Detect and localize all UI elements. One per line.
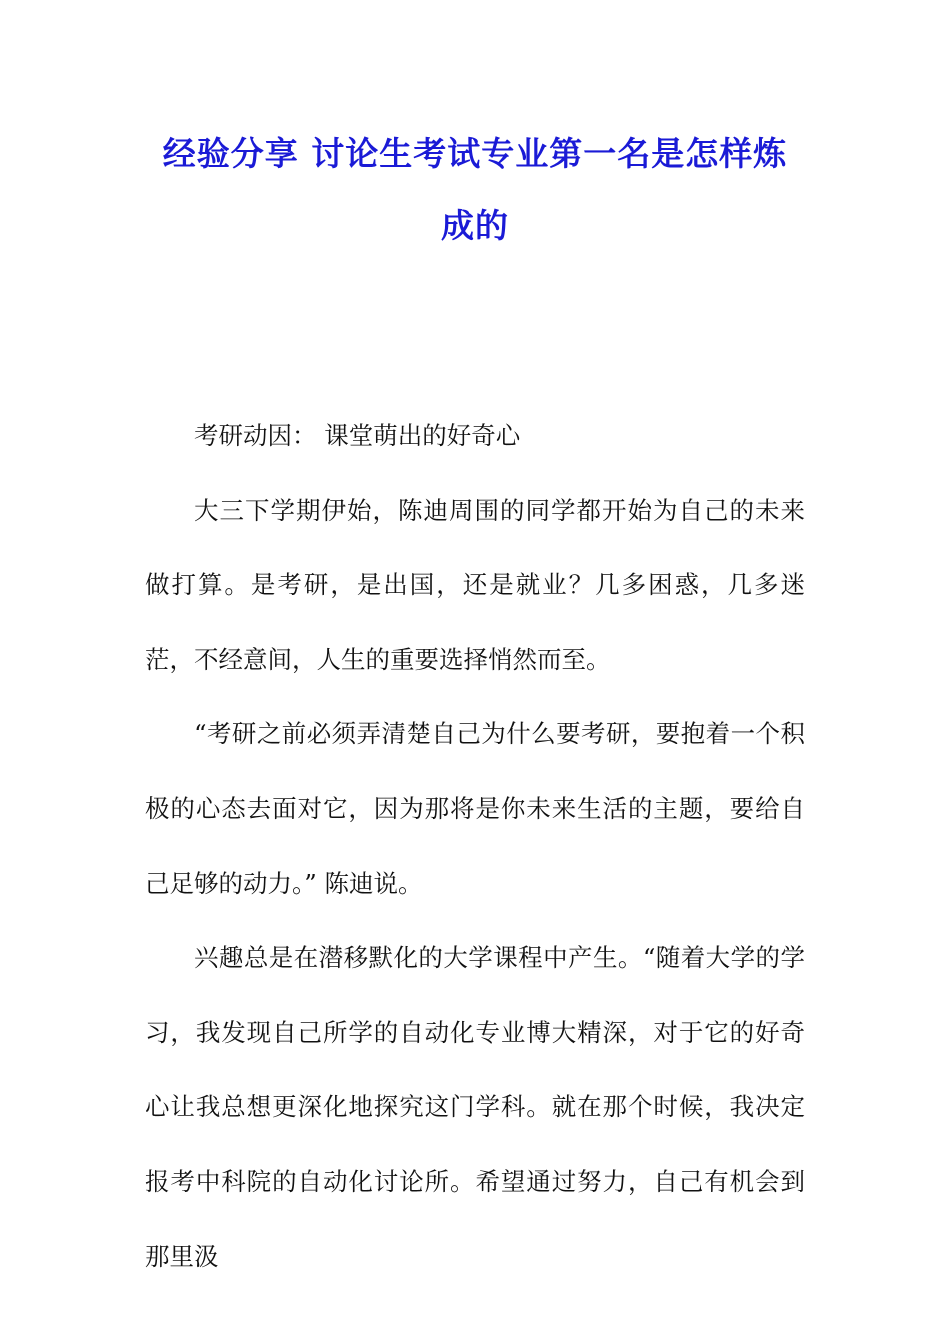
title-line-2: 成的 [441, 206, 509, 245]
document-title [120, 118, 830, 262]
paragraph: “考研之前必须弄清楚自己为什么要考研，要抱着一个积极的心态去面对它，因为那将是你未来生活的主题，要给自己足够的动力。” 陈迪说。 [145, 719, 805, 898]
document-body [145, 399, 805, 1294]
title-line-1: 经验分享 讨论生考试专业第一名是怎样炼 [162, 134, 788, 173]
paragraph: 大三下学期伊始，陈迪周围的同学都开始为自己的未来做打算。是考研，是出国，还是就业？几多困惑，几多迷茫，不经意间，人生的重要选择悄然而至。 [145, 495, 805, 674]
paragraph: 兴趣总是在潜移默化的大学课程中产生。“随着大学的学习，我发现自己所学的自动化专业博大精深，对于它的好奇心让我总想更深化地探究这门学科。就在那个时候，我决定报考中科院的自动化讨论所。希望通过努力，自己有机会到那里汲 [145, 943, 805, 1271]
section-heading: 考研动因： 课堂萌出的好奇心 [194, 421, 521, 450]
